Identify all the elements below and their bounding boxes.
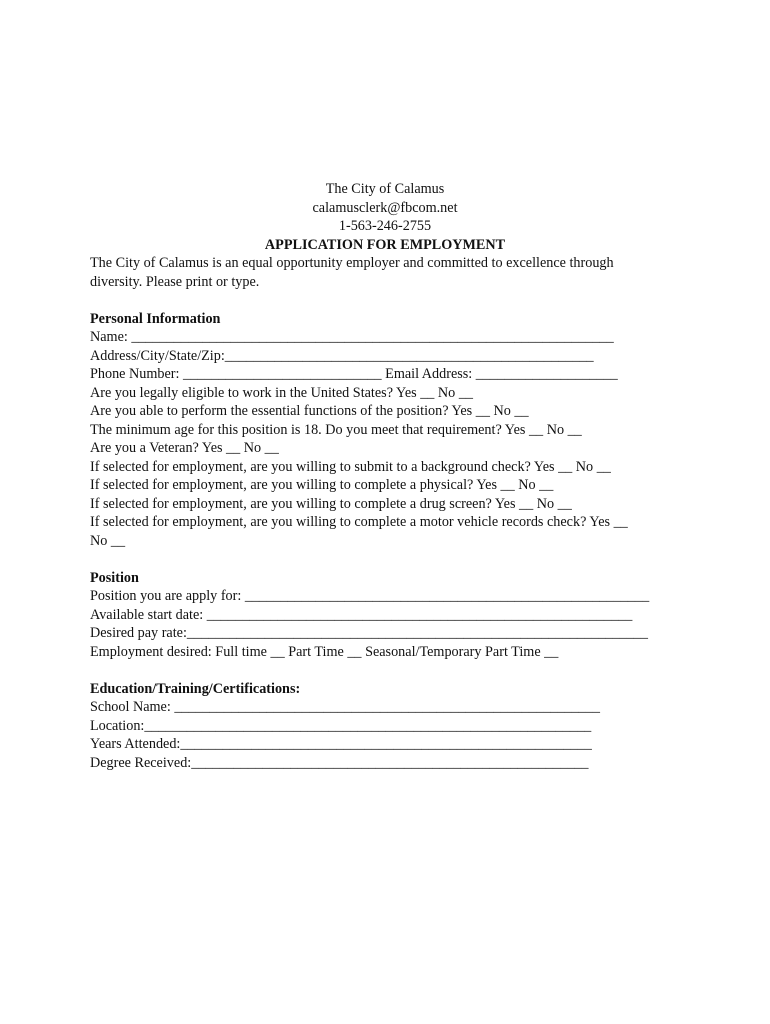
section-heading-position: Position xyxy=(90,569,139,586)
field-name: Name: ____________________________________________________________________ xyxy=(90,329,614,345)
field-years-attended: Years Attended:__________________________________________________________ xyxy=(90,736,592,752)
intro-line-2: diversity. Please print or type. xyxy=(90,273,260,290)
spacer xyxy=(90,291,690,310)
field-address: Address/City/State/Zip:____________________________________________________ xyxy=(90,347,594,364)
field-phone-email: Phone Number: ____________________________ Email Address: ____________________ xyxy=(90,366,618,382)
document-body xyxy=(90,254,690,772)
question-mvr-check-cont: No __ xyxy=(90,532,126,549)
section-heading-education: Education/Training/Certifications: xyxy=(90,680,301,697)
question-physical: If selected for employment, are you willing to complete a physical? Yes __ No __ xyxy=(90,477,554,493)
spacer xyxy=(90,661,690,680)
field-start-date: Available start date: ____________________________________________________________ xyxy=(90,606,633,623)
org-email: calamusclerk@fbcom.net xyxy=(312,199,458,216)
question-background-check: If selected for employment, are you willing to submit to a background check? Yes __ No __ xyxy=(90,458,611,475)
document-header xyxy=(90,180,680,254)
field-pay-rate: Desired pay rate:_________________________________________________________________ xyxy=(90,625,648,641)
question-veteran: Are you a Veteran? Yes __ No __ xyxy=(90,440,279,456)
field-employment-type: Employment desired: Full time __ Part Time __ Seasonal/Temporary Part Time __ xyxy=(90,643,559,660)
section-heading-personal: Personal Information xyxy=(90,310,221,327)
field-position: Position you are apply for: _________________________________________________________ xyxy=(90,588,650,604)
question-eligible: Are you legally eligible to work in the United States? Yes __ No __ xyxy=(90,384,474,401)
field-degree-received: Degree Received:________________________________________________________ xyxy=(90,754,589,771)
document-title: APPLICATION FOR EMPLOYMENT xyxy=(264,236,506,253)
question-essential-functions: Are you able to perform the essential functions of the position? Yes __ No __ xyxy=(90,403,529,419)
question-drug-screen: If selected for employment, are you willing to complete a drug screen? Yes __ No __ xyxy=(90,495,572,512)
field-school-name: School Name: ____________________________________________________________ xyxy=(90,699,600,715)
org-phone: 1-563-246-2755 xyxy=(338,218,432,234)
question-minimum-age: The minimum age for this position is 18. Do you meet that requirement? Yes __ No __ xyxy=(90,421,582,438)
spacer xyxy=(90,550,690,569)
field-location: Location:_______________________________________________________________ xyxy=(90,717,592,734)
question-mvr-check: If selected for employment, are you willing to complete a motor vehicle records check? Yes __ xyxy=(90,514,628,530)
intro-line-1: The City of Calamus is an equal opportunity employer and committed to excellence through xyxy=(90,255,614,271)
org-name: The City of Calamus xyxy=(325,181,445,197)
